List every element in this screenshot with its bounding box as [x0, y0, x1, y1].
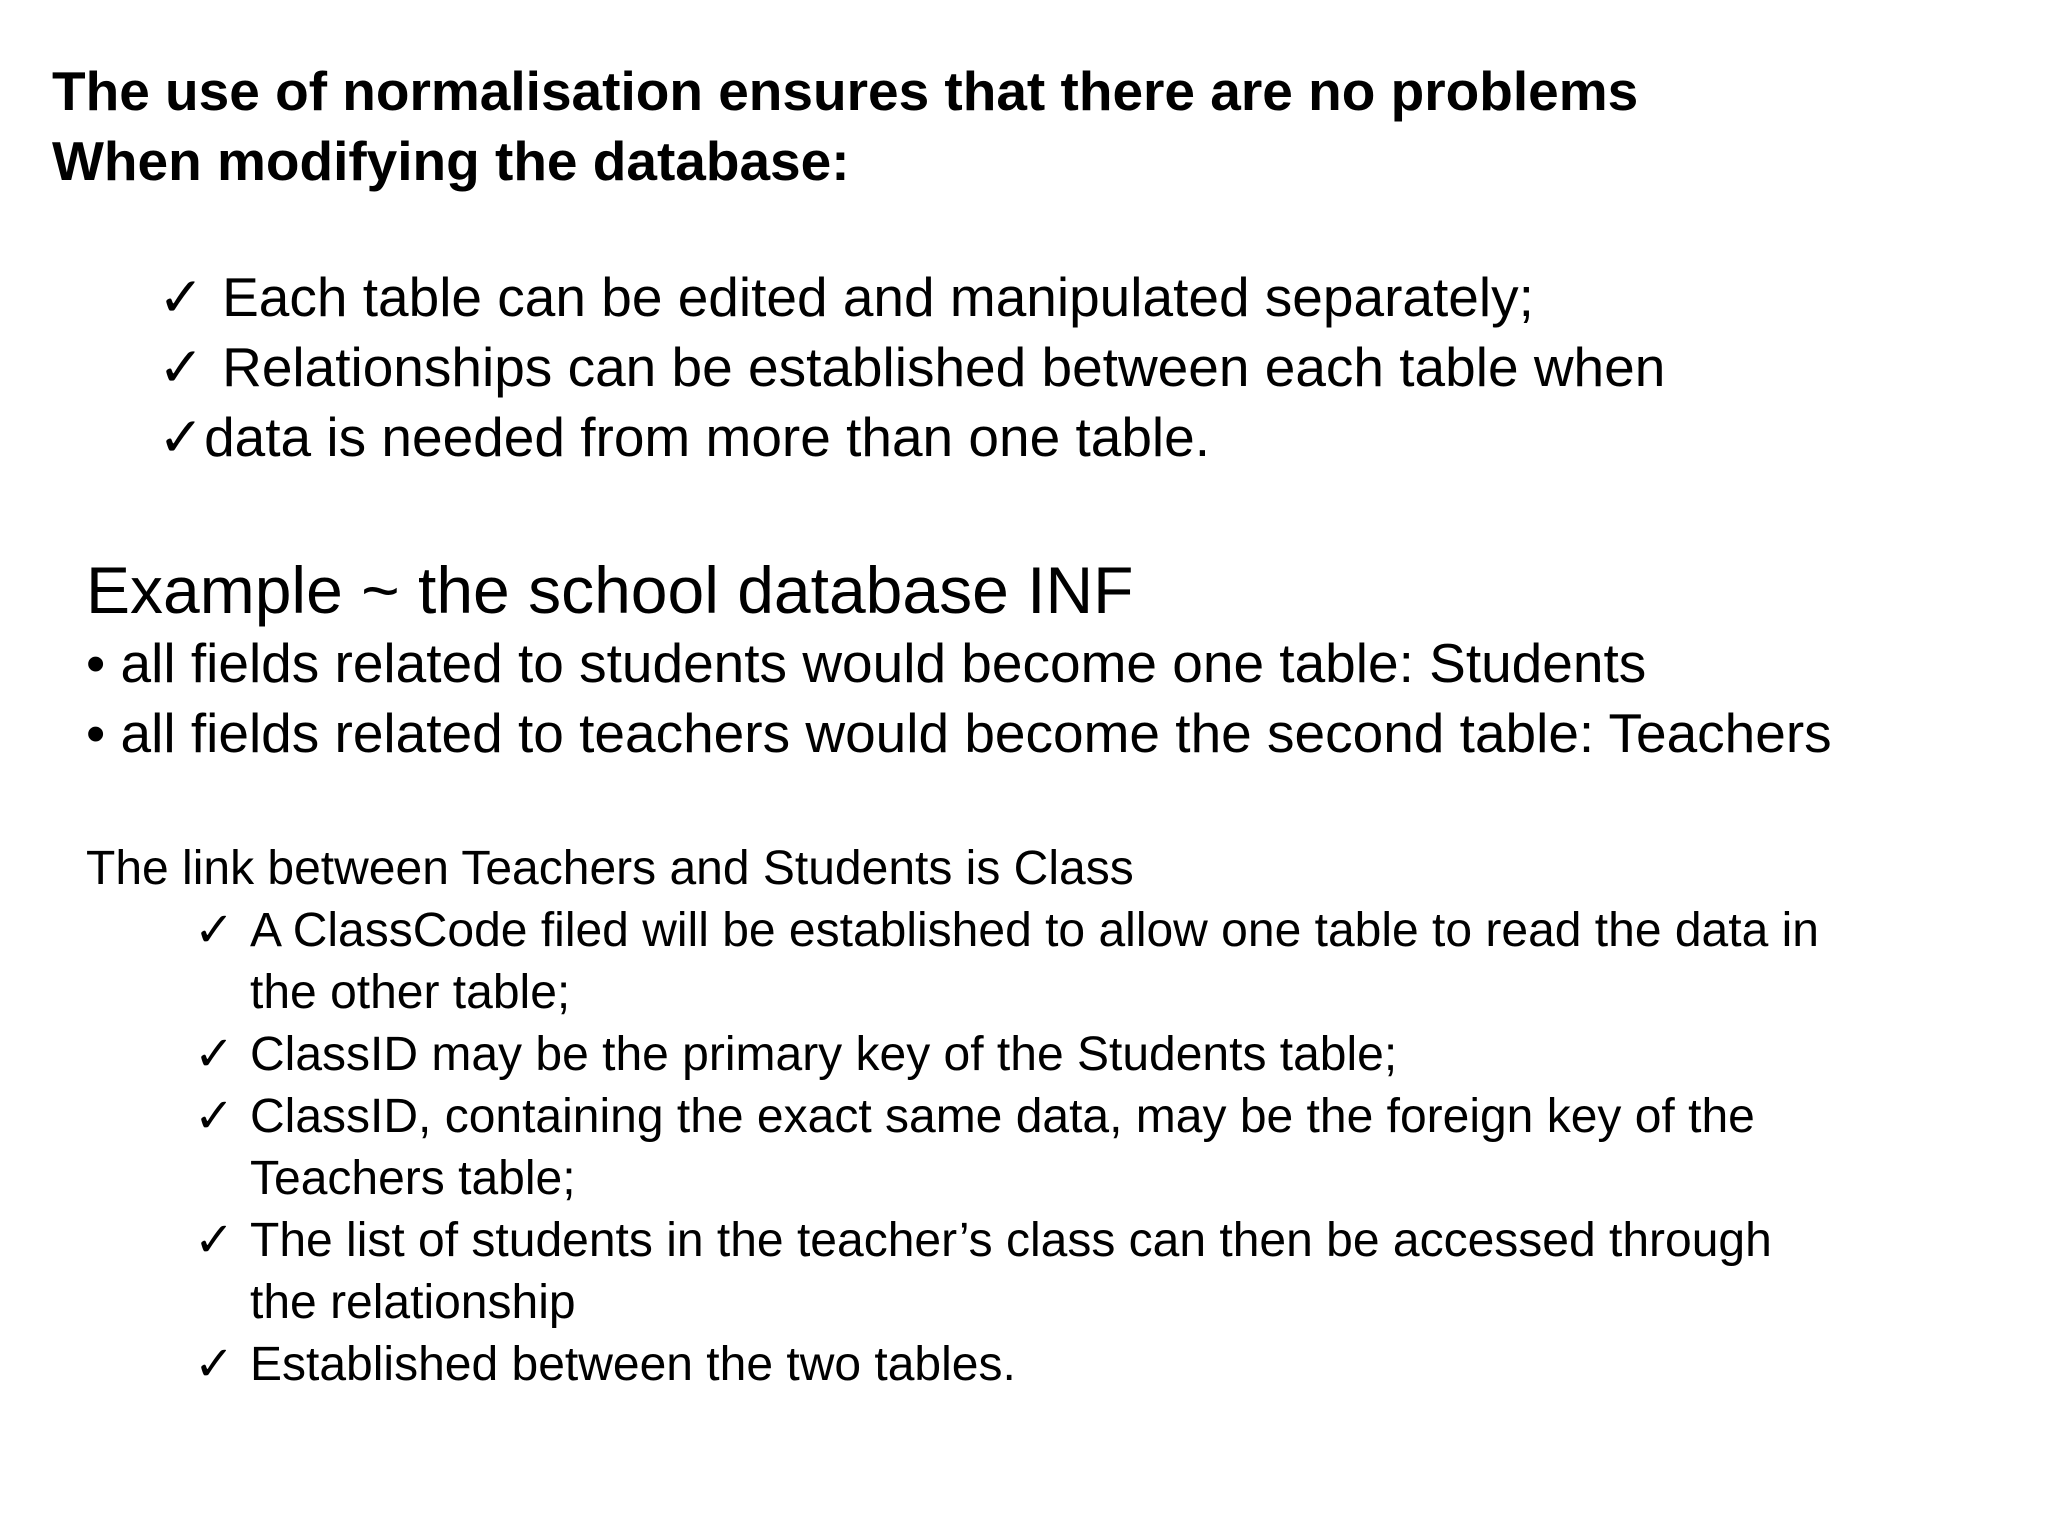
- benefit-item: [158, 402, 1665, 472]
- bullet-item: [86, 628, 1832, 698]
- link-item: [194, 1210, 1994, 1334]
- benefit-text: data is needed from more than one table.: [204, 406, 1211, 468]
- checkmark-icon: ✓: [194, 1338, 235, 1391]
- link-checklist: [194, 900, 1994, 1396]
- link-item-line: Teachers table;: [250, 1152, 576, 1205]
- link-item-line: the relationship: [250, 1276, 576, 1329]
- bullet-item: [86, 698, 1832, 768]
- slide-heading: [52, 56, 1638, 196]
- link-item-line: the other table;: [250, 966, 571, 1019]
- link-item: [194, 900, 1994, 1024]
- link-item: [194, 1024, 1994, 1086]
- checkmark-icon: ✓: [158, 266, 205, 328]
- link-item-line: Established between the two tables.: [250, 1338, 1016, 1391]
- benefit-text: Each table can be edited and manipulated separately;: [222, 266, 1534, 328]
- checkmark-icon: ✓: [194, 1214, 235, 1267]
- checkmark-icon: ✓: [194, 1028, 235, 1081]
- checkmark-icon: ✓: [194, 904, 235, 957]
- checkmark-icon: ✓: [194, 1090, 235, 1143]
- bullet-text: all fields related to teachers would become the second table: Teachers: [120, 702, 1832, 764]
- benefit-text: Relationships can be established between each table when: [222, 336, 1666, 398]
- bullet-text: all fields related to students would become one table: Students: [120, 632, 1647, 694]
- link-item: [194, 1086, 1994, 1210]
- link-item-line: A ClassCode filed will be established to allow one table to read the data in: [250, 904, 1819, 957]
- link-item-line: ClassID may be the primary key of the Students table;: [250, 1028, 1398, 1081]
- bullet-icon: •: [86, 702, 106, 764]
- checkmark-icon: ✓: [158, 336, 205, 398]
- example-bullet-list: [86, 628, 1832, 768]
- benefit-item: [158, 332, 1665, 402]
- checkmark-icon: ✓: [158, 406, 205, 468]
- heading-line-1: The use of normalisation ensures that there are no problems: [52, 60, 1639, 122]
- bullet-icon: •: [86, 632, 106, 694]
- link-intro: The link between Teachers and Students is Class: [86, 842, 1134, 895]
- link-item-line: ClassID, containing the exact same data, may be the foreign key of the: [250, 1090, 1755, 1143]
- heading-line-2: When modifying the database:: [52, 130, 850, 192]
- benefit-item: [158, 262, 1665, 332]
- example-title: Example ~ the school database INF: [86, 553, 1134, 627]
- link-item-line: The list of students in the teacher’s class can then be accessed through: [250, 1214, 1772, 1267]
- link-item: [194, 1334, 1994, 1396]
- benefits-checklist: [158, 262, 1665, 472]
